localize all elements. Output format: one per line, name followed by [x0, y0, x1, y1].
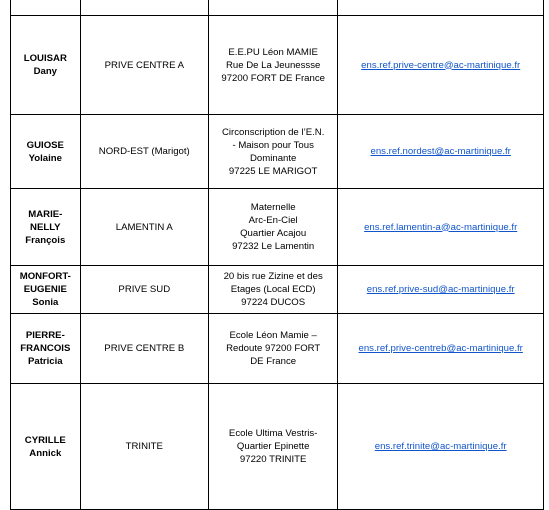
sector-cell: NORD-EST (Marigot): [80, 115, 208, 189]
email-link[interactable]: ens.ref.prive-centreb@ac-martinique.fr: [358, 343, 523, 354]
address-line: Circonscription de l’E.N.: [221, 126, 325, 138]
email-cell: [338, 189, 544, 266]
email-link[interactable]: ens.ref.trinite@ac-martinique.fr: [374, 441, 507, 452]
sector-cell: TRINITE: [80, 384, 208, 510]
table-row: [11, 189, 544, 266]
referent-name-cell: [11, 16, 81, 115]
address-cell: [208, 384, 337, 510]
referent-name-line: LOUISAR: [23, 53, 67, 64]
address-cell: [208, 16, 337, 115]
table-row: [11, 16, 544, 115]
table-row: [11, 384, 544, 510]
address-line: Dominante: [249, 152, 297, 164]
table-row: [11, 314, 544, 384]
address-cell: [208, 0, 337, 16]
table-row: [11, 0, 544, 16]
address-line: 97224 DUCOS: [241, 297, 306, 308]
address-line: Etages (Local ECD): [230, 284, 316, 295]
address-line: 20 bis rue Zizine et des: [223, 271, 323, 282]
referent-name-line: NELLY: [30, 221, 61, 233]
referent-name-line: Patricia: [27, 356, 63, 367]
email-cell: [338, 0, 544, 16]
address-line: Maternelle: [250, 202, 296, 213]
email-cell: [338, 266, 544, 314]
address-line: DE France: [250, 356, 297, 367]
address-line: 97220 TRINITE: [239, 454, 307, 465]
referent-name-line: François: [25, 234, 66, 246]
referent-name-line: PIERRE-: [25, 330, 65, 341]
email-link[interactable]: ens.ref.prive-centre@ac-martinique.fr: [361, 59, 521, 71]
referent-name-line: Sonia: [32, 297, 59, 308]
sector-cell: [80, 0, 208, 16]
referent-name-line: EUGENIE: [23, 284, 67, 295]
address-line: Quartier Epinette: [236, 441, 310, 452]
sector-cell: PRIVE CENTRE B: [80, 314, 208, 384]
address-line: Redoute 97200 FORT: [226, 343, 321, 354]
referent-name-cell: [11, 115, 81, 189]
referent-name-cell: [11, 266, 81, 314]
referent-name-line: FRANCOIS: [20, 343, 71, 354]
email-link[interactable]: ens.ref.prive-sud@ac-martinique.fr: [366, 284, 515, 295]
address-cell: [208, 266, 337, 314]
sector-cell: PRIVE CENTRE A: [80, 16, 208, 115]
table-row: [11, 115, 544, 189]
address-line: Arc-En-Ciel: [248, 215, 298, 226]
email-cell: [338, 115, 544, 189]
address-cell: [208, 115, 337, 189]
address-line: 97200 FORT DE France: [221, 72, 325, 84]
table-body: [11, 0, 544, 510]
referent-name-line: Annick: [29, 447, 62, 459]
referent-name-line: GUIOSE: [26, 139, 64, 151]
address-line: E.E.PU Léon MAMIE: [228, 46, 318, 58]
referent-name-cell: [11, 384, 81, 510]
email-link[interactable]: ens.ref.nordest@ac-martinique.fr: [370, 146, 511, 157]
address-line: 97225 LE MARIGOT: [228, 165, 318, 177]
email-cell: [338, 16, 544, 115]
address-line: Quartier Acajou: [240, 228, 307, 239]
referent-name-cell: [11, 0, 81, 16]
referent-name-line: CYRILLE: [24, 434, 66, 446]
referent-name-line: MONFORT-: [19, 271, 71, 282]
referent-name-cell: [11, 189, 81, 266]
email-link[interactable]: ens.ref.lamentin-a@ac-martinique.fr: [364, 221, 518, 233]
referent-name-cell: [11, 314, 81, 384]
table-row: [11, 266, 544, 314]
address-line: Ecole Ultima Vestris-: [228, 428, 318, 439]
address-line: - Maison pour Tous: [232, 139, 314, 151]
address-cell: [208, 189, 337, 266]
referent-name-line: Dany: [33, 66, 58, 77]
address-line: 97232 Le Lamentin: [232, 241, 315, 252]
referent-name-line: MARIE-: [28, 208, 63, 220]
sector-cell: PRIVE SUD: [80, 266, 208, 314]
sector-cell: LAMENTIN A: [80, 189, 208, 266]
email-cell: [338, 384, 544, 510]
referent-name-line: Yolaine: [28, 152, 63, 164]
email-cell: [338, 314, 544, 384]
address-line: Ecole Léon Mamie –: [229, 330, 317, 341]
referents-table: [10, 0, 544, 510]
address-cell: [208, 314, 337, 384]
address-line: Rue De La Jeunessse: [225, 59, 321, 71]
